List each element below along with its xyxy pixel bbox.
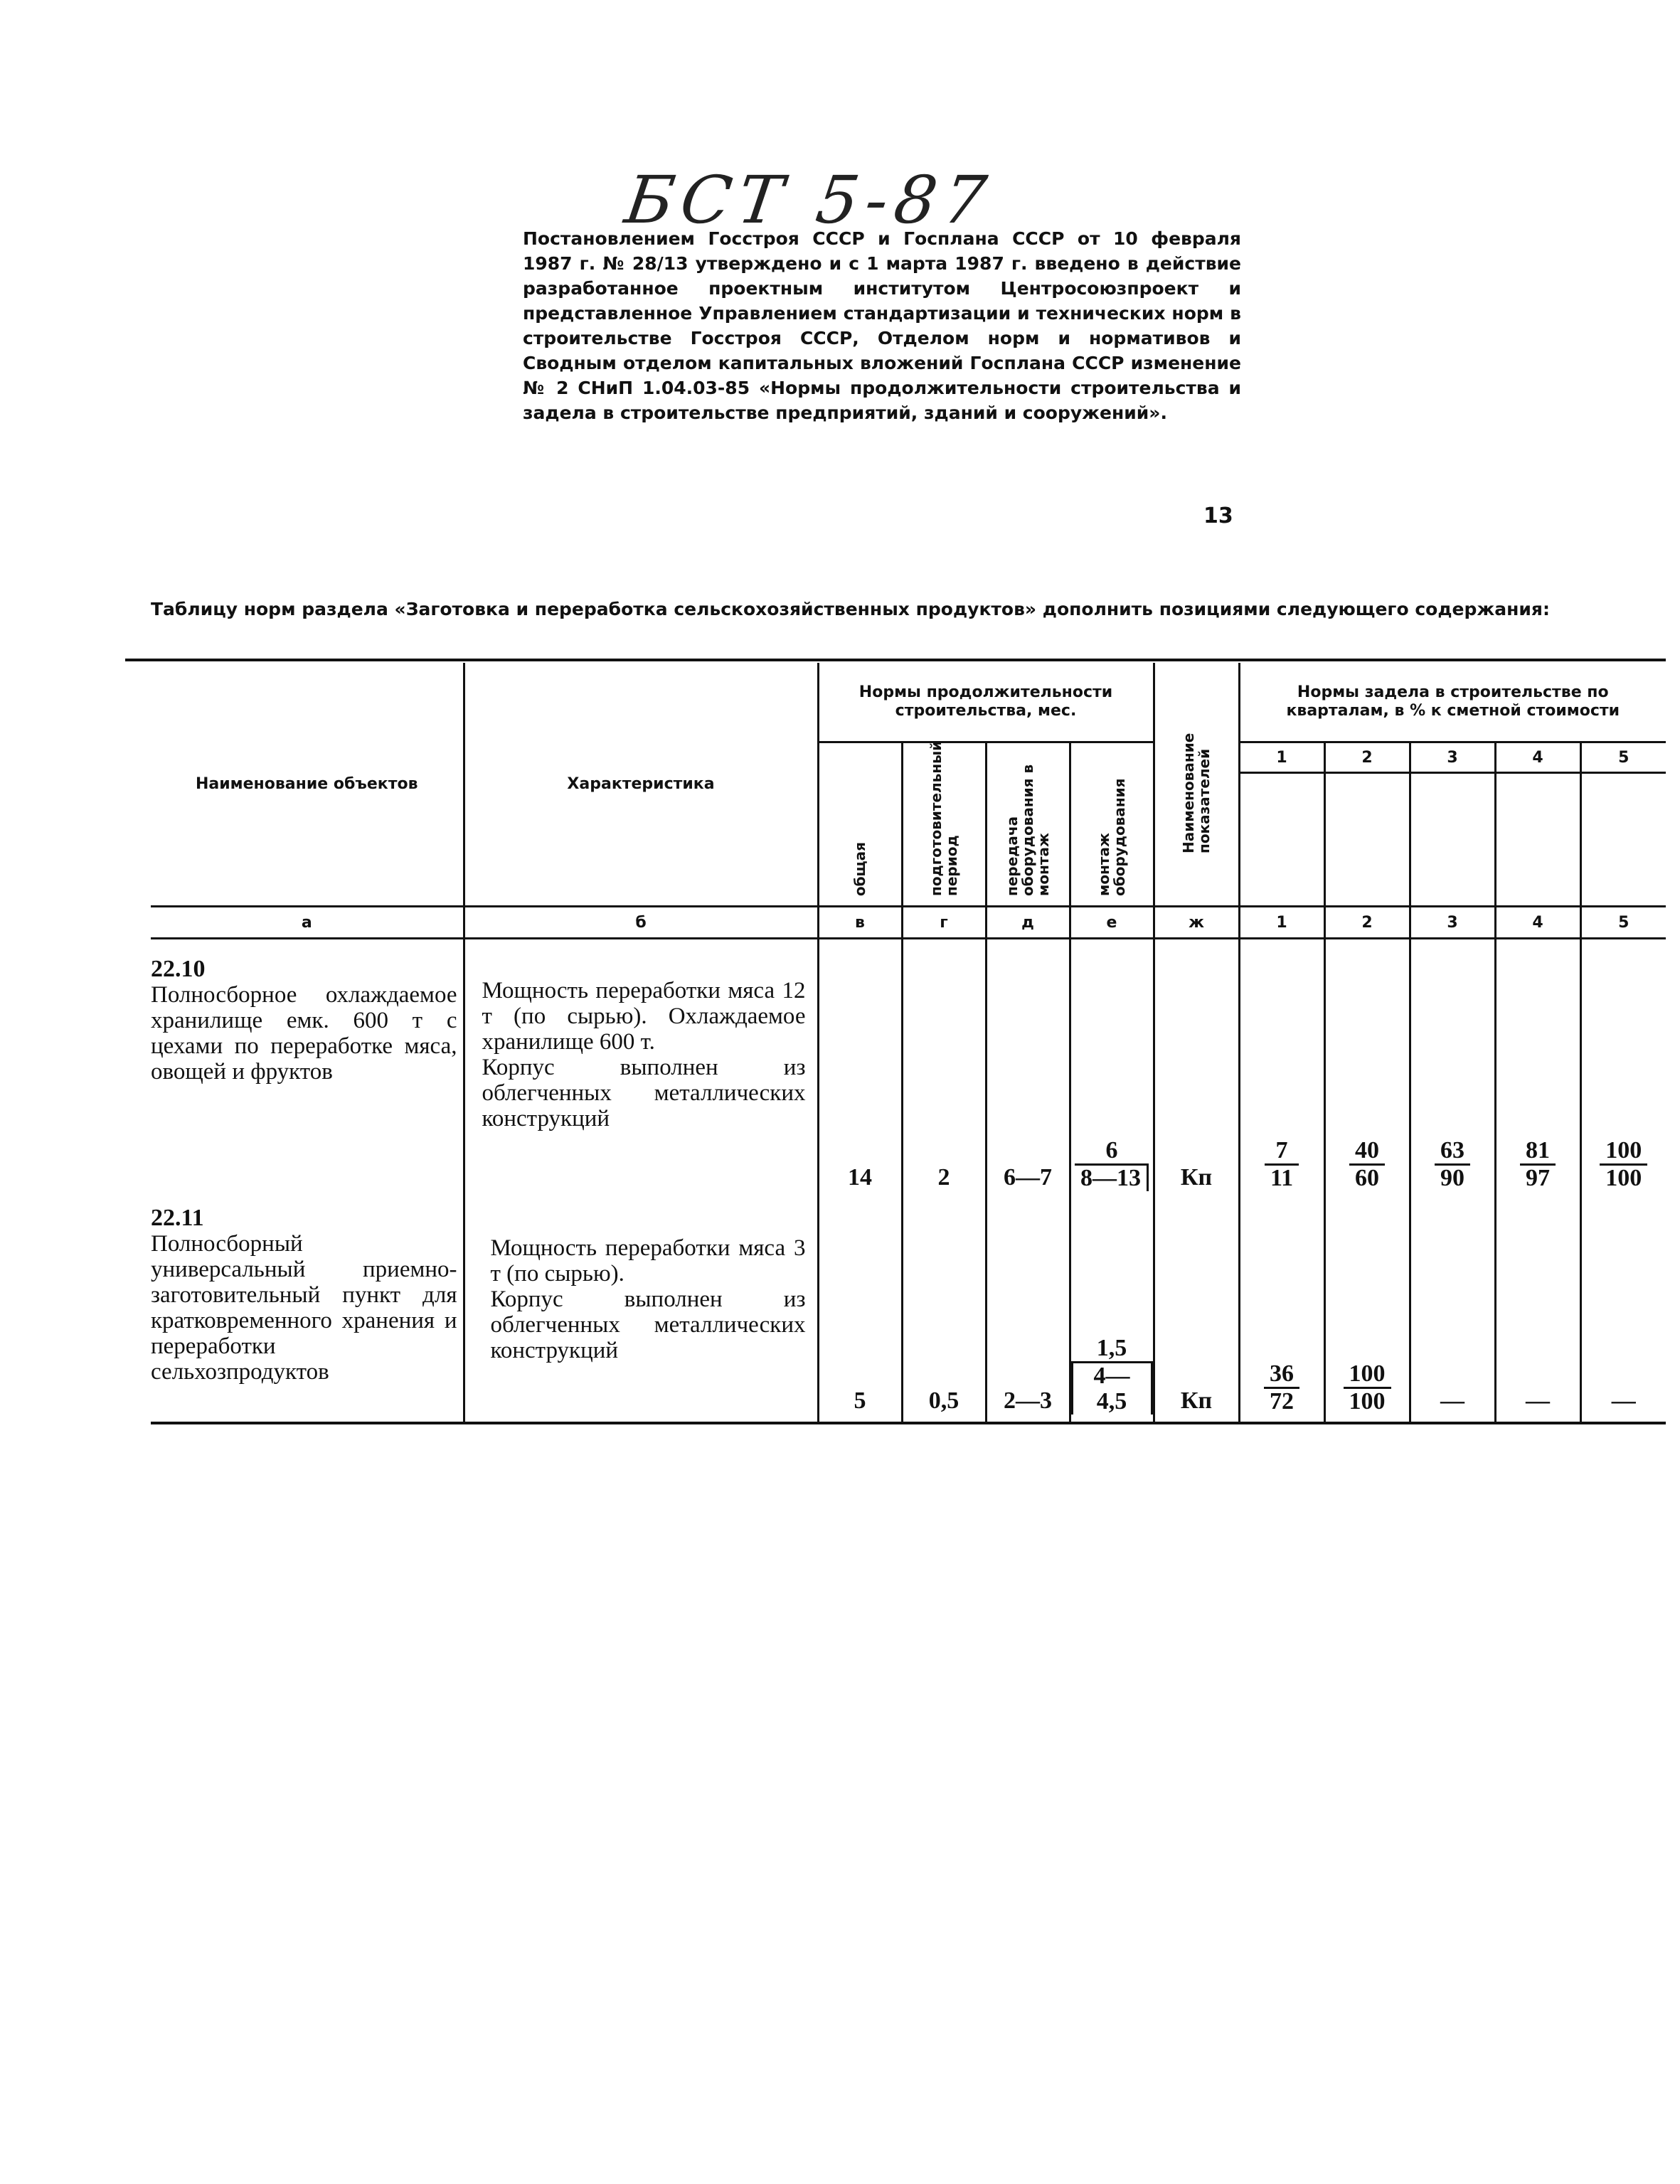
row-indicator: Кп: [1154, 1198, 1239, 1423]
column-letter: д: [986, 907, 1070, 939]
fraction-numerator: 1,5: [1096, 1335, 1127, 1361]
fraction-numerator: 63: [1440, 1137, 1465, 1163]
column-letter: а: [151, 907, 464, 939]
fraction-denominator: 72: [1264, 1387, 1299, 1415]
row-equipment-install: [1070, 939, 1154, 1199]
fraction-denominator: 8—13: [1075, 1163, 1149, 1191]
row-quarter-2: [1324, 939, 1410, 1199]
decree-paragraph: Постановлением Госстроя СССР и Госплана СССР от 10 февраля 1987 г. № 28/13 утверждено и с 1 марта 1987 г. введено в действие разработанное проектным институтом Центросоюзпроект и представленное Управлением стандартизации и технических норм в строительстве Госстроя СССР, Отделом норм и нормативов и Сводным отделом капитальных вложений Госплана СССР изменение № 2 СНиП 1.04.03-85 «Нормы продолжительности строительства и задела в строительстве предприятий, зданий и сооружений».: [523, 228, 1241, 423]
norms-table: [151, 663, 1666, 1424]
header-characteristic: Характеристика: [464, 663, 818, 907]
column-letter: 3: [1410, 907, 1495, 939]
row-object-name: Полносборное охлаждаемое хранилище емк. 600 т с цехами по переработке мяса, овощей и фруктов: [151, 982, 457, 1085]
row-quarter-4: [1495, 939, 1580, 1199]
header-quarter-4-blank: [1495, 773, 1580, 907]
row-preparatory: 2: [902, 939, 986, 1199]
table-row: [151, 939, 1666, 1199]
header-quarter-5: 5: [1580, 742, 1666, 773]
row-object-cell: [151, 1198, 464, 1423]
row-object-name: Полносборный универсальный приемно-заготовительный пункт для кратковременного хранения и переработки сельхозпродуктов: [151, 1231, 457, 1385]
row-quarter-5: [1580, 939, 1666, 1199]
fraction-denominator: 97: [1520, 1163, 1556, 1191]
header-quarter-3-blank: [1410, 773, 1495, 907]
fraction-numerator: 36: [1270, 1360, 1294, 1387]
header-preparatory-cell: [902, 742, 986, 907]
table-intro: Таблицу норм раздела «Заготовка и переработка сельскохозяйственных продуктов» дополнить позициями следующего содержания:: [151, 599, 1550, 619]
row-characteristic-structure: Корпус выполнен из облегченных металлических конструкций: [482, 1055, 806, 1131]
row-quarter-5: —: [1580, 1198, 1666, 1423]
header-quarter-2: 2: [1324, 742, 1410, 773]
row-code: 22.11: [151, 1205, 204, 1231]
row-preparatory: 0,5: [902, 1198, 986, 1423]
handwritten-stamp: БСТ 5-87: [620, 162, 998, 238]
row-characteristic-structure: Корпус выполнен из облегченных металлических конструкций: [490, 1287, 806, 1363]
column-letter: 5: [1580, 907, 1666, 939]
column-letter: 1: [1239, 907, 1324, 939]
column-letter: 2: [1324, 907, 1410, 939]
page-number: 13: [1203, 504, 1233, 528]
row-equipment-install: [1070, 1198, 1154, 1423]
row-equipment-transfer: 2—3: [986, 1198, 1070, 1423]
row-quarter-2: [1324, 1198, 1410, 1423]
table-top-rule: [125, 659, 1666, 661]
header-duration-group: Нормы продолжительности строительства, мес.: [818, 663, 1154, 742]
header-indicator-cell: [1154, 663, 1239, 907]
header-equipment-transfer: передача оборудования в монтаж: [1004, 764, 1052, 896]
fraction-denominator: 60: [1349, 1163, 1385, 1191]
fraction-denominator: 11: [1265, 1163, 1299, 1191]
header-total: общая: [851, 841, 868, 896]
row-characteristic-cell: [464, 939, 818, 1199]
row-characteristic-capacity: Мощность переработки мяса 3 т (по сырью).: [490, 1235, 806, 1287]
row-total: 14: [818, 939, 902, 1199]
fraction-numerator: 81: [1526, 1137, 1551, 1163]
header-equipment-install: монтаж оборудования: [1095, 778, 1128, 896]
row-code: 22.10: [151, 956, 206, 982]
header-quarter-1: 1: [1239, 742, 1324, 773]
fraction-denominator: 4—4,5: [1071, 1361, 1153, 1415]
fraction-denominator: 100: [1600, 1163, 1647, 1191]
row-quarter-1: [1239, 939, 1324, 1199]
row-quarter-3: [1410, 939, 1495, 1199]
fraction-numerator: 40: [1355, 1137, 1380, 1163]
row-total: 5: [818, 1198, 902, 1423]
header-quarter-5-blank: [1580, 773, 1666, 907]
row-indicator: Кп: [1154, 939, 1239, 1199]
header-quarter-2-blank: [1324, 773, 1410, 907]
header-indicator: Наименование показателей: [1180, 733, 1213, 853]
column-letter: в: [818, 907, 902, 939]
header-transfer-cell: [986, 742, 1070, 907]
fraction-numerator: 6: [1105, 1137, 1118, 1163]
header-install-cell: [1070, 742, 1154, 907]
row-equipment-transfer: 6—7: [986, 939, 1070, 1199]
header-object-name: Наименование объектов: [195, 775, 418, 793]
fraction-numerator: 100: [1349, 1360, 1386, 1387]
row-quarter-4: —: [1495, 1198, 1580, 1423]
row-quarter-3: —: [1410, 1198, 1495, 1423]
table-row: [151, 1198, 1666, 1423]
fraction-denominator: 90: [1435, 1163, 1470, 1191]
column-letter: г: [902, 907, 986, 939]
header-backlog-group: Нормы задела в строительстве по кварталам, в % к сметной стоимости: [1239, 663, 1666, 742]
header-total-cell: [818, 742, 902, 907]
header-quarter-4: 4: [1495, 742, 1580, 773]
column-letters-row: [151, 907, 1666, 939]
column-letter: е: [1070, 907, 1154, 939]
fraction-numerator: 7: [1275, 1137, 1288, 1163]
fraction-numerator: 100: [1605, 1137, 1642, 1163]
row-object-cell: [151, 939, 464, 1199]
header-quarter-1-blank: [1239, 773, 1324, 907]
column-letter: ж: [1154, 907, 1239, 939]
row-characteristic-cell: [464, 1198, 818, 1423]
header-preparatory: подготовительный период: [927, 740, 960, 896]
row-quarter-1: [1239, 1198, 1324, 1423]
column-letter: 4: [1495, 907, 1580, 939]
column-letter: б: [464, 907, 818, 939]
fraction-denominator: 100: [1344, 1387, 1391, 1415]
row-characteristic-capacity: Мощность переработки мяса 12 т (по сырью). Охлаждаемое хранилище 600 т.: [482, 978, 806, 1055]
header-quarter-3: 3: [1410, 742, 1495, 773]
